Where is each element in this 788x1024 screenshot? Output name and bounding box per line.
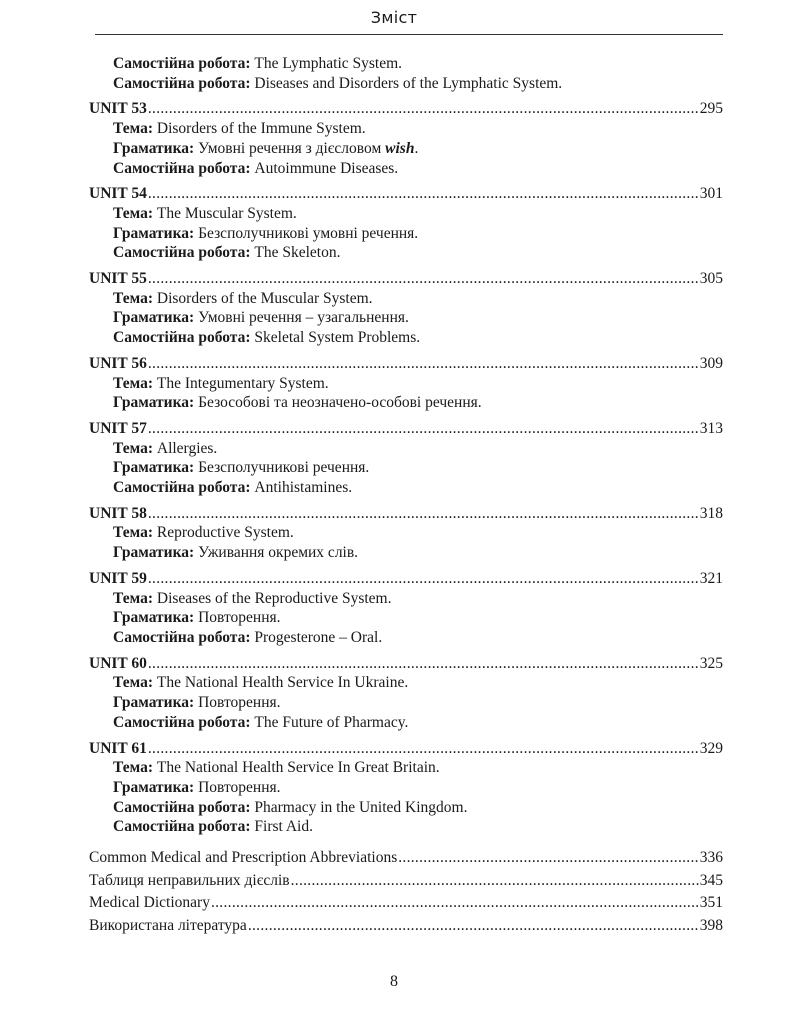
toc-unit-entry-page: 301 <box>699 185 723 203</box>
subentry-label: Тема: <box>113 120 153 138</box>
toc-unit-entry[interactable] <box>89 269 723 289</box>
toc-back-entry-title: Таблиця неправильних дієслів <box>89 871 290 889</box>
subentry-text: The Lymphatic System. <box>254 55 403 72</box>
subentry-text: Безсполучникові речення. <box>198 459 370 477</box>
subentry-text: Уживання окремих слів. <box>198 544 359 562</box>
toc-unit-entry-title: UNIT 59 <box>89 569 147 587</box>
toc-unit-entry-page: 318 <box>699 504 723 522</box>
toc-subentry <box>89 243 723 263</box>
subentry-text: Disorders of the Immune System. <box>156 120 366 138</box>
toc-back-entry[interactable] <box>89 893 723 913</box>
toc-subentry <box>89 713 723 733</box>
header-divider <box>95 34 723 35</box>
subentry-label: Самостійна робота: <box>113 628 251 646</box>
toc-back-entry[interactable] <box>89 916 723 936</box>
subentry-text: Antihistamines. <box>254 479 353 497</box>
subentry-label: Тема: <box>113 374 153 392</box>
dot-leader <box>211 893 699 913</box>
subentry-text: Безсполучникові умовні речення. <box>198 224 419 242</box>
subentry-text: Pharmacy in the United Kingdom. <box>254 798 468 816</box>
toc-subentry <box>89 159 723 179</box>
dot-leader <box>148 569 699 589</box>
toc-subentry <box>89 778 723 798</box>
toc-back-entry-page: 336 <box>699 849 723 867</box>
toc-back-entry-title: Common Medical and Prescription Abbreviations <box>89 849 398 867</box>
subentry-label: Тема: <box>113 204 153 222</box>
subentry-tail: . <box>414 139 419 157</box>
toc-subentry <box>89 608 723 628</box>
toc-subentry <box>89 289 723 309</box>
toc-unit <box>89 99 723 178</box>
dot-leader <box>148 654 699 674</box>
toc-unit-entry-title: UNIT 58 <box>89 504 147 522</box>
toc-intro-lines <box>89 54 723 93</box>
toc-back-entry-title: Medical Dictionary <box>89 894 210 912</box>
toc-unit-entry-title: UNIT 57 <box>89 419 147 437</box>
subentry-text: The Integumentary System. <box>156 374 329 392</box>
subentry-label: Граматика: <box>113 139 195 157</box>
subentry-text: Diseases of the Reproductive System. <box>156 589 392 607</box>
toc-subentry <box>89 328 723 348</box>
toc-unit-entry-page: 305 <box>699 270 723 288</box>
subentry-text: Progesterone – Oral. <box>254 628 383 646</box>
toc-subentry <box>89 628 723 648</box>
subentry-text: Autoimmune Diseases. <box>254 159 399 177</box>
toc-unit <box>89 419 723 498</box>
subentry-label: Граматика: <box>113 694 195 712</box>
subentry-label: Граматика: <box>113 309 195 327</box>
toc-unit-entry-title: UNIT 54 <box>89 185 147 203</box>
dot-leader <box>148 184 699 204</box>
toc-unit-entry[interactable] <box>89 569 723 589</box>
subentry-text: Reproductive System. <box>156 524 294 542</box>
toc-back-entry-page: 351 <box>699 894 723 912</box>
toc-unit-entry-title: UNIT 56 <box>89 354 147 372</box>
toc-subentry <box>89 308 723 328</box>
dot-leader <box>148 739 699 759</box>
toc-unit-entry-page: 325 <box>699 654 723 672</box>
subentry-label: Самостійна робота: <box>113 159 251 177</box>
toc-unit <box>89 654 723 733</box>
subentry-label: Граматика: <box>113 459 195 477</box>
subentry-text: Повторення. <box>198 609 281 627</box>
toc-unit-entry-title: UNIT 60 <box>89 654 147 672</box>
subentry-label: Тема: <box>113 289 153 307</box>
subentry-text: Умовні речення – узагальнення. <box>198 309 409 327</box>
toc-unit-entry[interactable] <box>89 184 723 204</box>
toc-back-entry-page: 345 <box>699 871 723 889</box>
subentry-text: The Skeleton. <box>254 244 341 262</box>
toc-subentry <box>89 439 723 459</box>
toc-units <box>89 99 723 837</box>
toc-subentry <box>89 589 723 609</box>
subentry-label: Граматика: <box>113 778 195 796</box>
toc-unit-entry-page: 321 <box>699 569 723 587</box>
subentry-text: Повторення. <box>198 778 281 796</box>
toc-unit-entry[interactable] <box>89 354 723 374</box>
subentry-text: Allergies. <box>156 439 218 457</box>
subentry-emphasis: wish <box>385 139 415 157</box>
toc-subentry <box>89 393 723 413</box>
toc-unit-entry[interactable] <box>89 99 723 119</box>
toc-subentry <box>89 798 723 818</box>
toc-subentry <box>89 758 723 778</box>
subentry-text: Skeletal System Problems. <box>254 329 421 347</box>
toc-unit <box>89 269 723 348</box>
subentry-text: The National Health Service In Great Britain. <box>156 759 440 777</box>
dot-leader <box>291 871 699 891</box>
dot-leader <box>398 848 699 868</box>
toc-subentry <box>89 673 723 693</box>
toc-unit <box>89 739 723 838</box>
subentry-label: Самостійна робота: <box>113 479 251 497</box>
subentry-label: Граматика: <box>113 394 195 412</box>
subentry-text: Повторення. <box>198 694 281 712</box>
toc-unit-entry-page: 295 <box>699 100 723 118</box>
dot-leader <box>148 354 699 374</box>
toc-back-matter <box>89 848 723 935</box>
dot-leader <box>248 916 699 936</box>
subentry-label: Самостійна робота: <box>113 798 251 816</box>
toc-subentry <box>89 119 723 139</box>
subentry-label: Тема: <box>113 674 153 692</box>
subentry-text: Diseases and Disorders of the Lymphatic System. <box>254 74 563 92</box>
toc-back-entry-page: 398 <box>699 916 723 934</box>
toc-subentry <box>89 543 723 563</box>
toc-unit-entry-page: 309 <box>699 354 723 372</box>
toc-subentry <box>89 224 723 244</box>
toc-unit-entry[interactable] <box>89 419 723 439</box>
toc-unit-entry-title: UNIT 61 <box>89 739 147 757</box>
subentry-label: Граматика: <box>113 544 195 562</box>
subentry-label: Тема: <box>113 759 153 777</box>
subentry-label: Самостійна робота: <box>113 713 251 731</box>
toc-unit <box>89 504 723 563</box>
toc-subentry <box>89 458 723 478</box>
table-of-contents <box>89 54 723 938</box>
toc-subentry <box>89 374 723 394</box>
toc-unit <box>89 354 723 413</box>
subentry-text: Disorders of the Muscular System. <box>156 289 373 307</box>
toc-subentry <box>89 204 723 224</box>
toc-subentry <box>89 74 723 94</box>
toc-subentry <box>89 478 723 498</box>
toc-subentry <box>89 139 723 159</box>
toc-unit-entry-page: 329 <box>699 739 723 757</box>
subentry-label: Граматика: <box>113 224 195 242</box>
subentry-text: The National Health Service In Ukraine. <box>156 674 409 692</box>
subentry-text: The Muscular System. <box>156 204 297 222</box>
dot-leader <box>148 269 699 289</box>
toc-subentry <box>89 523 723 543</box>
dot-leader <box>148 419 699 439</box>
toc-unit-entry[interactable] <box>89 739 723 759</box>
subentry-text: The Future of Pharmacy. <box>254 713 409 731</box>
subentry-text: Умовні речення з дієсловом <box>198 139 386 157</box>
subentry-label: Тема: <box>113 524 153 542</box>
toc-unit <box>89 569 723 648</box>
subentry-label: Тема: <box>113 589 153 607</box>
toc-subentry <box>89 54 723 74</box>
dot-leader <box>148 504 699 524</box>
subentry-label: Самостійна робота: <box>113 74 251 92</box>
toc-back-entry[interactable] <box>89 871 723 891</box>
subentry-label: Тема: <box>113 439 153 457</box>
toc-back-entry-title: Використана література <box>89 916 247 934</box>
toc-back-entry[interactable] <box>89 848 723 868</box>
subentry-label: Самостійна робота: <box>113 244 251 262</box>
subentry-label: Самостійна робота: <box>113 818 251 836</box>
toc-subentry <box>89 817 723 837</box>
page-number: 8 <box>390 973 398 990</box>
subentry-label: Самостійна робота: <box>113 55 251 72</box>
toc-unit-entry-title: UNIT 53 <box>89 100 147 118</box>
subentry-text: First Aid. <box>254 818 313 836</box>
toc-unit-entry-page: 313 <box>699 419 723 437</box>
toc-unit-entry[interactable] <box>89 654 723 674</box>
subentry-text: Безособові та неозначено-особові речення. <box>198 394 482 412</box>
toc-unit <box>89 184 723 263</box>
toc-unit-entry-title: UNIT 55 <box>89 270 147 288</box>
dot-leader <box>148 99 699 119</box>
subentry-label: Самостійна робота: <box>113 329 251 347</box>
page-header-title: Зміст <box>370 8 418 27</box>
toc-subentry <box>89 693 723 713</box>
subentry-label: Граматика: <box>113 609 195 627</box>
toc-unit-entry[interactable] <box>89 504 723 524</box>
